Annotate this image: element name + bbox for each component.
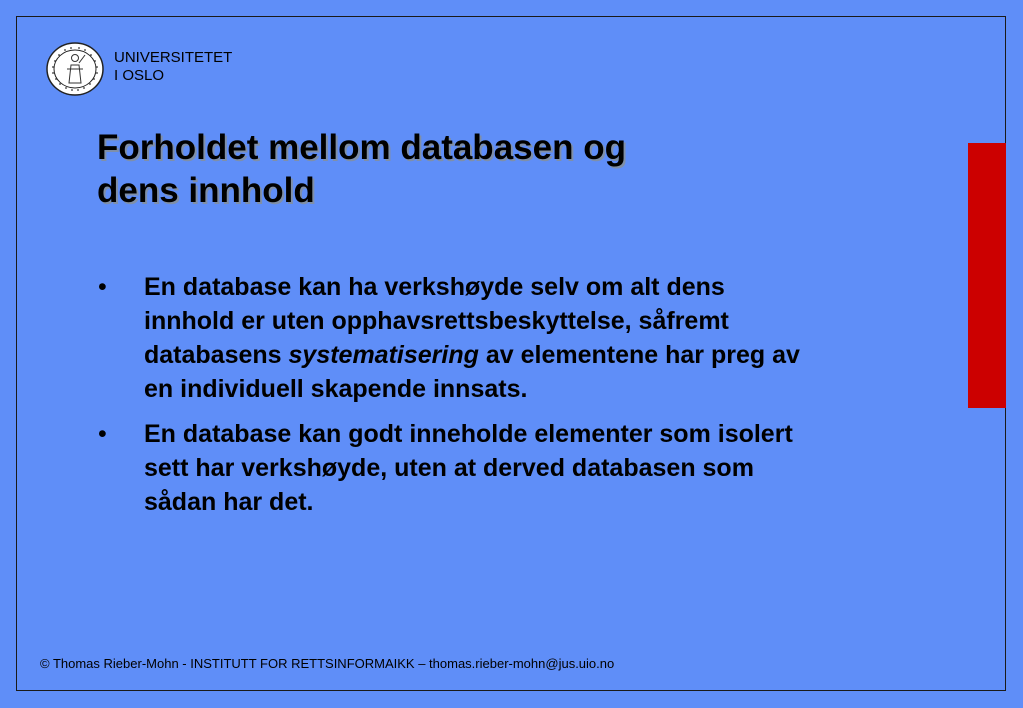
university-seal-icon <box>45 41 105 97</box>
slide-title <box>97 126 857 212</box>
bullet-text-before: En database kan ha verkshøyde selv om alt dens innhold er uten opphavsrettsbeskyttelse, såfremt databasens <box>144 273 729 369</box>
bullet-list <box>96 270 816 530</box>
accent-bar <box>968 143 1006 408</box>
bullet-dot-icon: • <box>98 273 107 301</box>
institution-name <box>114 49 232 85</box>
bullet-emphasis: systematisering <box>288 341 479 369</box>
bullet-text: En database kan godt inneholde elementer som isolert sett har verkshøyde, uten at derved databasen som sådan har det. <box>144 420 793 516</box>
bullet-item <box>96 417 816 519</box>
bullet-dot-icon: • <box>98 420 107 448</box>
institution-line-2: I OSLO <box>114 67 165 84</box>
slide-title-line-1: Forholdet mellom databasen og <box>97 128 626 167</box>
bullet-text-after: av elementene har preg av en individuell skapende innsats. <box>144 341 800 403</box>
slide-title-line-2: dens innhold <box>97 171 315 210</box>
institution-line-1: UNIVERSITETET <box>114 49 233 66</box>
bullet-item <box>96 270 816 406</box>
footer-copyright: © Thomas Rieber-Mohn - INSTITUTT FOR RETTSINFORMAIKK – thomas.rieber-mohn@jus.uio.no <box>40 656 615 671</box>
